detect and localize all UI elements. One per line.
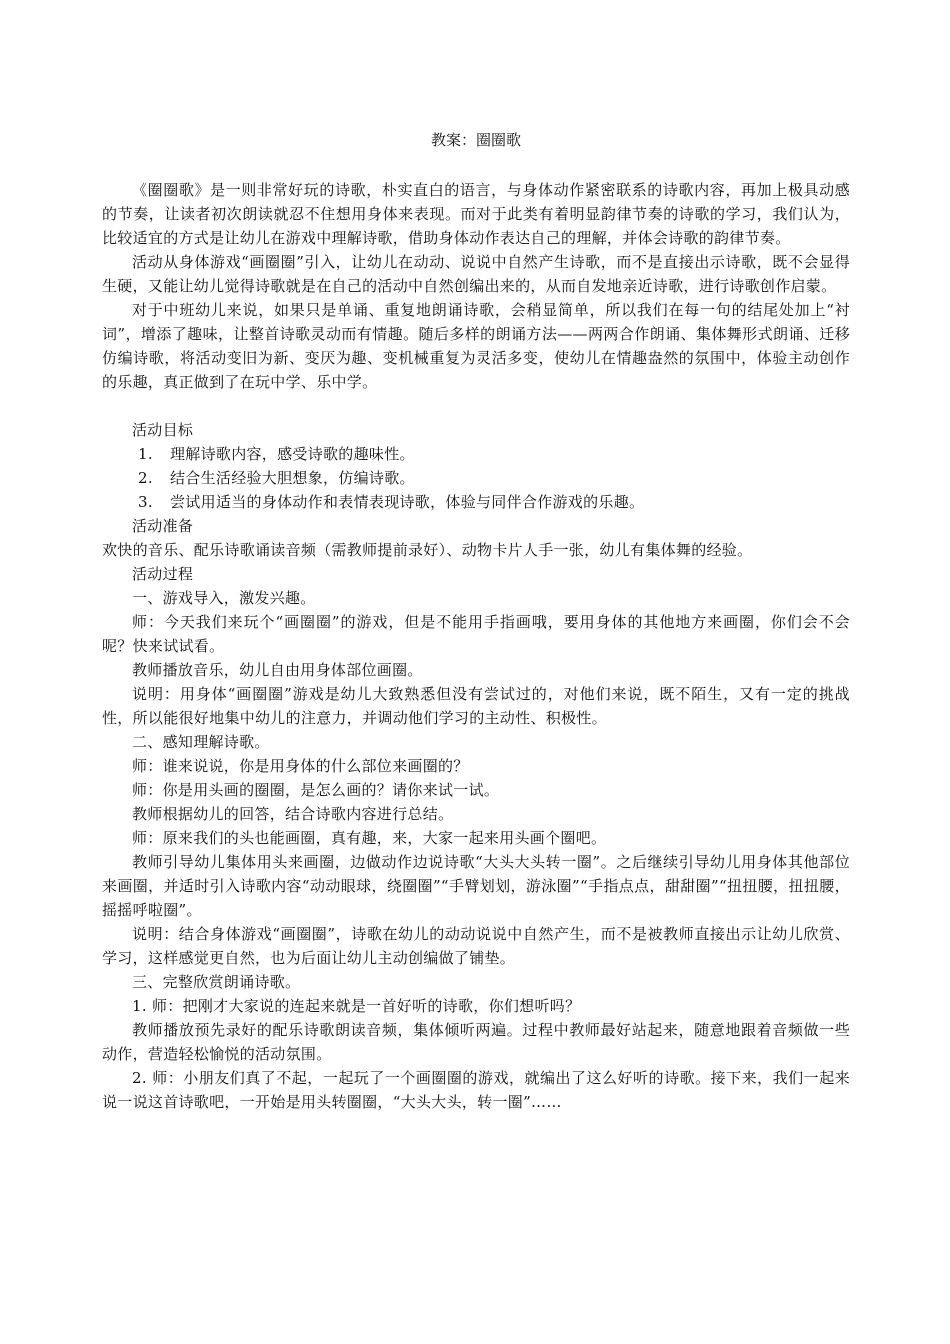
process-paragraph: 说明：结合身体游戏“画圈圈”，诗歌在幼儿的动动说说中自然产生，而不是被教师直接出示让幼儿欣赏、学习，这样感觉更自然，也为后面让幼儿主动创编做了铺垫。 (102, 925, 850, 967)
document-page (102, 128, 850, 1114)
process-paragraph: 二、感知理解诗歌。 (132, 733, 270, 751)
goals-heading: 活动目标 (132, 421, 194, 439)
prep-text: 欢快的音乐、配乐诗歌诵读音频（需教师提前录好）、动物卡片人手一张，幼儿有集体舞的经验。 (102, 541, 753, 559)
process-paragraph: 师：原来我们的头也能画圈，真有趣，来，大家一起来用头画个圈吧。 (132, 829, 607, 847)
list-number: 3. (138, 493, 153, 511)
process-paragraph: 一、游戏导入，激发兴趣。 (132, 589, 316, 607)
list-item (102, 490, 850, 514)
list-text: 结合生活经验大胆想象，仿编诗歌。 (170, 469, 415, 487)
goals-list (102, 442, 850, 514)
process-paragraph: 教师播放预先录好的配乐诗歌朗读音频，集体倾听两遍。过程中教师最好站起来，随意地跟着音频做一些动作，营造轻松愉悦的活动氛围。 (102, 1021, 850, 1063)
intro-paragraph: 《圈圈歌》是一则非常好玩的诗歌，朴实直白的语言，与身体动作紧密联系的诗歌内容，再加上极具动感的节奏，让读者初次朗读就忍不住想用身体来表现。而对于此类有着明显韵律节奏的诗歌的学习，我们认为，比较适宜的方式是让幼儿在游戏中理解诗歌，借助身体动作表达自己的理解，并体会诗歌的韵律节奏。 (102, 181, 850, 247)
process-paragraph: 师：谁来说说，你是用身体的什么部位来画圈的？ (132, 757, 469, 775)
process-paragraph: 师：你是用头画的圈圈，是怎么画的？请你来试一试。 (132, 781, 500, 799)
process-paragraph: 教师播放音乐，幼儿自由用身体部位画圈。 (132, 661, 423, 679)
process-paragraph: 2. 师：小朋友们真了不起，一起玩了一个画圈圈的游戏，就编出了这么好听的诗歌。接下来，我们一起来说一说这首诗歌吧，一开始是用头转圈圈，“大头大头，转一圈”…… (102, 1069, 850, 1111)
list-item (102, 466, 850, 490)
list-text: 理解诗歌内容，感受诗歌的趣味性。 (170, 445, 415, 463)
list-item (102, 442, 850, 466)
process-paragraph: 教师引导幼儿集体用头来画圈，边做动作边说诗歌“大头大头转一圈”。之后继续引导幼儿用身体其他部位来画圈，并适时引入诗歌内容“动动眼球，绕圈圈”“手臂划划，游泳圈”“手指点点，甜甜圈”“扭扭腰，扭扭腰，摇摇呼啦圈”。 (102, 853, 850, 919)
process-paragraph: 说明：用身体“画圈圈”游戏是幼儿大致熟悉但没有尝试过的，对他们来说，既不陌生，又有一定的挑战性，所以能很好地集中幼儿的注意力，并调动他们学习的主动性、积极性。 (102, 685, 850, 727)
prep-heading: 活动准备 (132, 517, 194, 535)
list-number: 2. (138, 469, 153, 487)
process-heading: 活动过程 (132, 565, 194, 583)
list-number: 1. (138, 445, 153, 463)
process-paragraph: 师：今天我们来玩个“画圈圈”的游戏，但是不能用手指画哦，要用身体的其他地方来画圈，你们会不会呢？快来试试看。 (102, 613, 850, 655)
intro-paragraph: 活动从身体游戏“画圈圈”引入，让幼儿在动动、说说中自然产生诗歌，而不是直接出示诗歌，既不会显得生硬，又能让幼儿觉得诗歌就是在自己的活动中自然创编出来的，从而自发地亲近诗歌，进行诗歌创作启蒙。 (102, 253, 850, 295)
intro-section (102, 178, 850, 394)
intro-paragraph: 对于中班幼儿来说，如果只是单诵、重复地朗诵诗歌，会稍显简单，所以我们在每一句的结尾处加上“衬词”，增添了趣味，让整首诗歌灵动而有情趣。随后多样的朗诵方法——两两合作朗诵、集体舞形式朗诵、迁移仿编诗歌，将活动变旧为新、变厌为趣、变机械重复为灵活多变，使幼儿在情趣盎然的氛围中，体验主动创作的乐趣，真正做到了在玩中学、乐中学。 (102, 301, 850, 391)
process-paragraph: 1. 师：把刚才大家说的连起来就是一首好听的诗歌，你们想听吗？ (132, 997, 581, 1015)
process-paragraph: 三、完整欣赏朗诵诗歌。 (132, 973, 301, 991)
list-text: 尝试用适当的身体动作和表情表现诗歌，体验与同伴合作游戏的乐趣。 (170, 493, 645, 511)
process-paragraph: 教师根据幼儿的回答，结合诗歌内容进行总结。 (132, 805, 454, 823)
lesson-body (102, 418, 850, 1114)
document-title: 教案：圈圈歌 (430, 131, 521, 149)
